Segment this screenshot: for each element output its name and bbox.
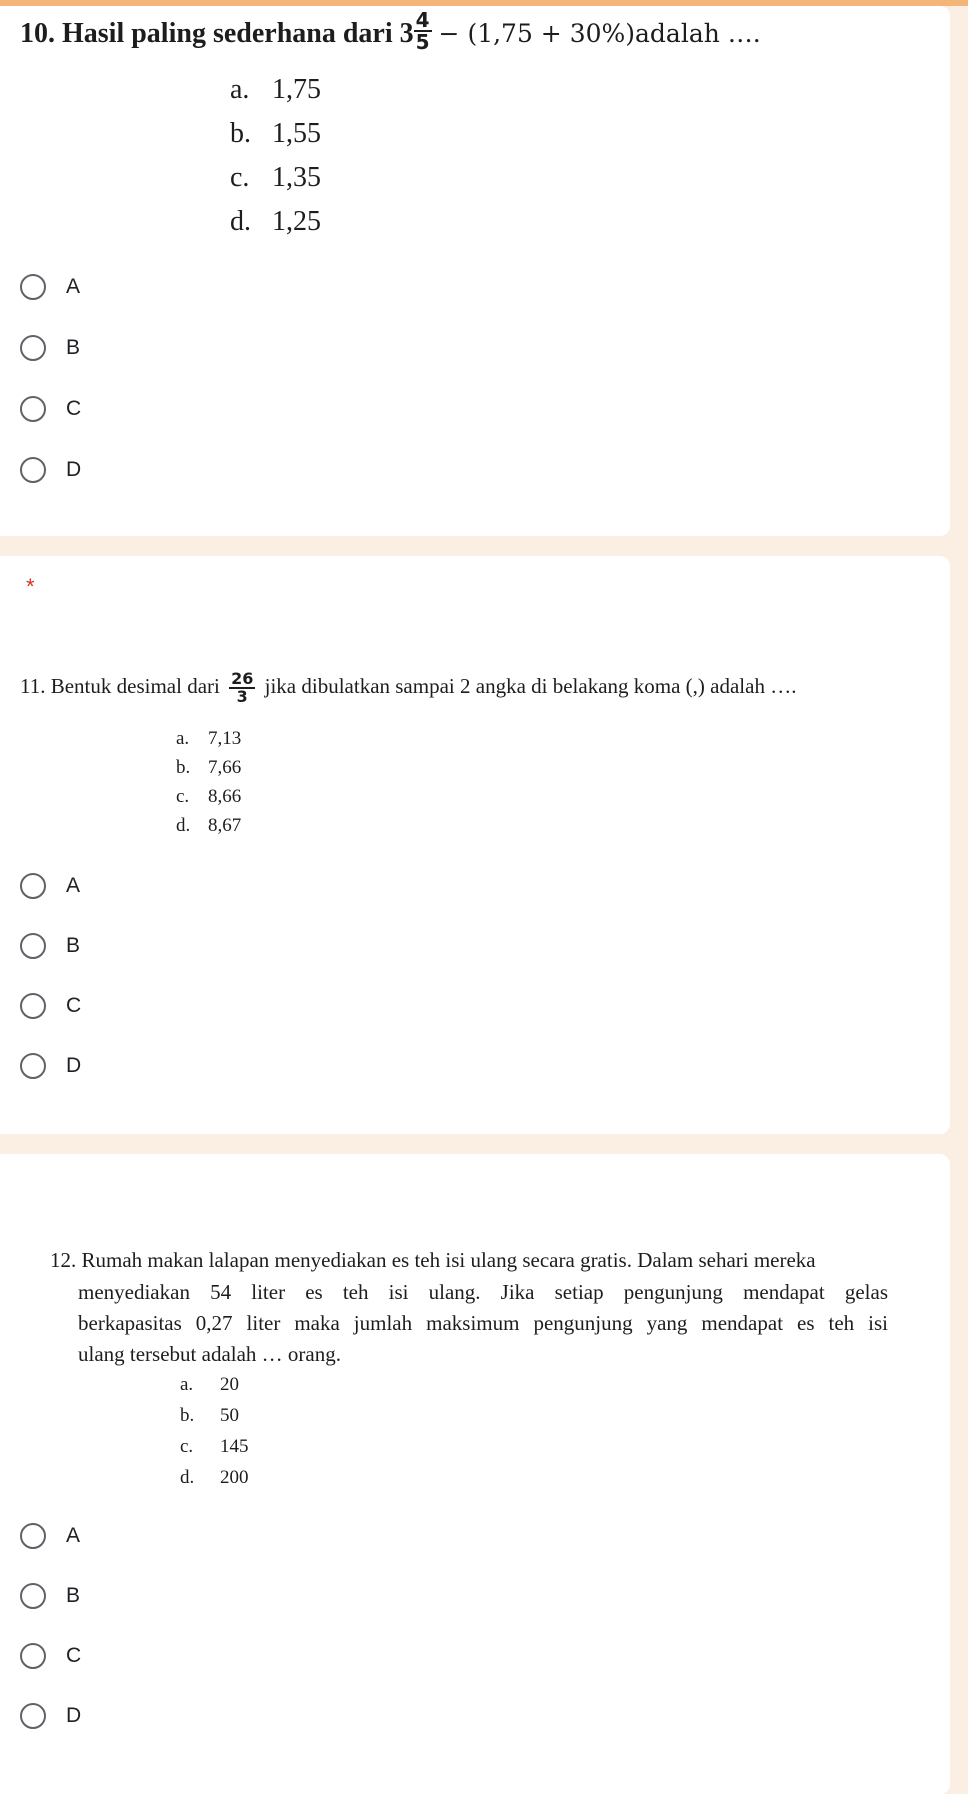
q10-choice-d[interactable]: D	[20, 450, 81, 490]
q11-choice-c[interactable]: C	[20, 986, 81, 1026]
radio-circle-icon[interactable]	[20, 993, 46, 1019]
q11-choice-d[interactable]: D	[20, 1046, 81, 1086]
q10-option-d: d. 1,25	[230, 206, 321, 237]
q10-option-c: c. 1,35	[230, 162, 321, 193]
q10-option-b: b. 1,55	[230, 118, 321, 149]
fraction-denominator: 5	[415, 30, 430, 54]
question-11-prefix: 11. Bentuk desimal dari	[20, 674, 220, 699]
q11-option-a: a. 7,13	[176, 728, 242, 749]
q12-choice-a[interactable]: A	[20, 1516, 80, 1556]
fraction-numerator: 26	[231, 669, 254, 688]
radio-circle-icon[interactable]	[20, 335, 46, 361]
radio-circle-icon[interactable]	[20, 396, 46, 422]
q11-choice-a[interactable]: A	[20, 866, 80, 906]
question-12-line-4: ulang tersebut adalah … orang.	[78, 1342, 341, 1366]
question-10-suffix: − (1,75 + 30%)adalah ….	[438, 18, 761, 48]
radio-circle-icon[interactable]	[20, 1643, 46, 1669]
question-11-suffix: jika dibulatkan sampai 2 angka di belakang koma (,) adalah ….	[264, 674, 797, 699]
q12-choice-b[interactable]: B	[20, 1576, 80, 1616]
radio-circle-icon[interactable]	[20, 1583, 46, 1609]
question-card-11	[0, 556, 950, 1134]
q12-option-b: b. 50	[180, 1405, 239, 1426]
question-card-12	[0, 1154, 950, 1794]
question-11-fraction	[229, 671, 255, 706]
q12-option-a: a. 20	[180, 1374, 239, 1395]
fraction-numerator: 4	[415, 8, 430, 32]
q11-option-b: b. 7,66	[176, 757, 242, 778]
question-10-fraction	[414, 10, 432, 53]
question-11-text	[20, 671, 796, 706]
q12-option-d: d. 200	[180, 1467, 249, 1488]
radio-circle-icon[interactable]	[20, 1703, 46, 1729]
q12-option-c: c. 145	[180, 1436, 249, 1457]
question-10-prefix: 10. Hasil paling sederhana dari 3	[20, 17, 414, 49]
q11-option-d: d. 8,67	[176, 815, 242, 836]
q10-option-a: a. 1,75	[230, 74, 321, 105]
q12-choice-d[interactable]: D	[20, 1696, 81, 1736]
radio-circle-icon[interactable]	[20, 873, 46, 899]
q10-choice-c[interactable]: C	[20, 389, 81, 429]
question-12-line-2: menyediakan 54 liter es teh isi ulang. Jika setiap pengunjung mendapat gelas	[78, 1280, 888, 1304]
radio-circle-icon[interactable]	[20, 933, 46, 959]
radio-circle-icon[interactable]	[20, 1523, 46, 1549]
q10-choice-a[interactable]: A	[20, 267, 80, 307]
radio-circle-icon[interactable]	[20, 1053, 46, 1079]
question-card-10	[0, 6, 950, 536]
question-12-line-3: berkapasitas 0,27 liter maka jumlah maksimum pengunjung yang mendapat es teh isi	[78, 1311, 888, 1335]
question-10-text	[20, 8, 761, 57]
radio-circle-icon[interactable]	[20, 274, 46, 300]
q10-choice-b[interactable]: B	[20, 328, 80, 368]
radio-circle-icon[interactable]	[20, 457, 46, 483]
question-12-line-1: 12. Rumah makan lalapan menyediakan es teh isi ulang secara gratis. Dalam sehari mereka	[50, 1248, 816, 1272]
q12-choice-c[interactable]: C	[20, 1636, 81, 1676]
fraction-denominator: 3	[236, 687, 248, 706]
required-asterisk: *	[26, 574, 35, 599]
q11-option-c: c. 8,66	[176, 786, 242, 807]
q11-choice-b[interactable]: B	[20, 926, 80, 966]
